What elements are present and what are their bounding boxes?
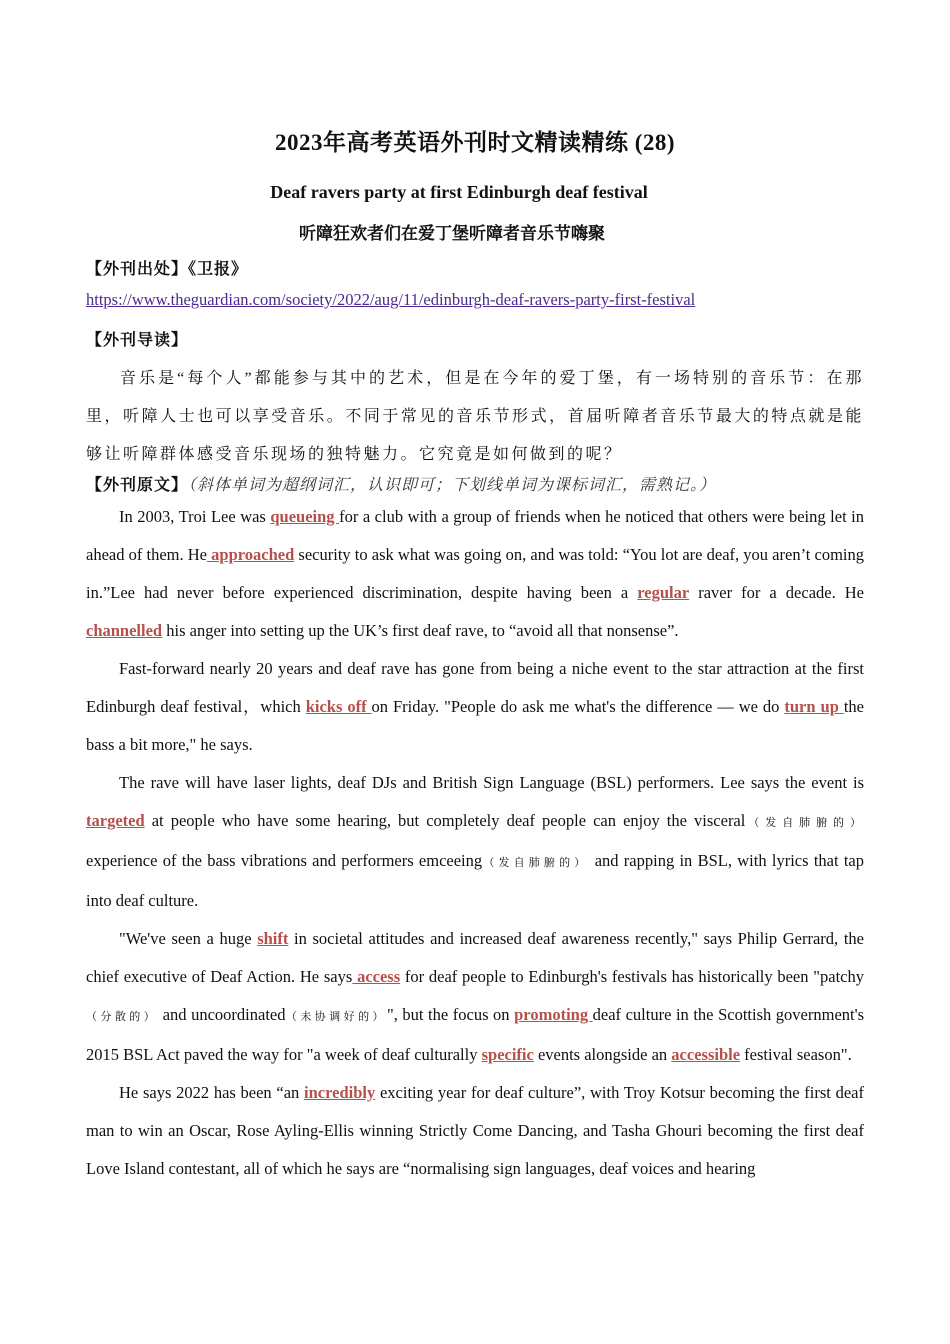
source-link[interactable]: https://www.theguardian.com/society/2022/aug/11/edinburgh-deaf-ravers-party-first-festival: [86, 290, 696, 309]
text: festival season".: [740, 1045, 852, 1064]
vocab-word: kicks off: [305, 697, 372, 716]
paragraph-4: [86, 920, 864, 1074]
original-heading: [86, 472, 716, 495]
text: and rapping in BSL, with lyrics that tap into deaf culture.: [86, 851, 864, 910]
text: for a club with a group of friends when he noticed that others were being let in ahead of them. He: [86, 507, 864, 564]
gloss: （发自肺腑的）: [745, 817, 865, 829]
gloss: （发自肺腑的）: [482, 857, 590, 869]
paragraph-5: [86, 1074, 864, 1188]
text: at people who have some hearing, but completely deaf people can enjoy the visceral: [144, 811, 746, 830]
source-label: 【外刊出处】《卫报》: [86, 261, 249, 278]
vocab-word: access: [352, 967, 401, 986]
paragraph-1: [86, 498, 864, 650]
vocab-word: specific: [481, 1045, 534, 1064]
vocab-word: queueing: [270, 507, 340, 526]
vocab-word: channelled: [86, 621, 163, 640]
vocab-word: incredibly: [304, 1083, 376, 1102]
text: In 2003, Troi Lee was: [119, 507, 271, 526]
text: security to ask what was going on, and was told: “You lot are deaf, you aren’t coming in.”Lee had never before experienced discrimination, despite having been a: [86, 545, 864, 602]
vocab-word: promoting: [514, 1005, 593, 1024]
text: ", but the focus on: [386, 1005, 515, 1024]
text: The rave will have laser lights, deaf DJs and British Sign Language (BSL) performers. Lee says the event is: [119, 773, 864, 792]
vocab-word: regular: [637, 583, 690, 602]
original-label: 【外刊原文】: [86, 477, 189, 494]
text: the bass a bit more," he says.: [86, 697, 865, 754]
text: his anger into setting up the UK’s first deaf rave, to “avoid all that nonsense”.: [162, 621, 679, 640]
text: events alongside an: [533, 1045, 672, 1064]
text: deaf culture in the Scottish government's 2015 BSL Act paved the way for "a week of deaf culturally: [86, 1005, 865, 1064]
guide-text: 音乐是“每个人”都能参与其中的艺术，但是在今年的爱丁堡，有一场特别的音乐节：在那里，听障人士也可以享受音乐。不同于常见的音乐节形式，首届听障者音乐节最大的特点就是能够让听障群体感受音乐现场的独特魅力。它究竟是如何做到的呢？: [86, 370, 864, 463]
vocab-word: turn up: [784, 697, 844, 716]
vocab-word: approached: [207, 545, 295, 564]
text: in societal attitudes and increased deaf awareness recently," says Philip Gerrard, the chief executive of Deaf Action. He says: [86, 929, 864, 986]
vocab-word: accessible: [671, 1045, 741, 1064]
guide-label: 【外刊导读】: [86, 332, 189, 349]
vocab-word: shift: [257, 929, 289, 948]
article-chinese-title: 听障狂欢者们在爱丁堡听障者音乐节嗨聚: [299, 224, 605, 243]
text: He says 2022 has been “an: [119, 1083, 305, 1102]
original-note: （斜体单词为超纲词汇，认识即可；下划线单词为课标词汇，需熟记。）: [188, 477, 717, 494]
text: and uncoordinated: [158, 1005, 286, 1024]
vocab-word: targeted: [86, 811, 145, 830]
article-english-title: Deaf ravers party at first Edinburgh deaf festival: [270, 182, 648, 202]
text: exciting year for deaf culture”, with Troy Kotsur becoming the first deaf man to win an Oscar, Rose Ayling-Ellis winning Strictly Come Dancing, and Tasha Ghouri becoming the first deaf Love Island contestant, all of which he says are “normalising sign languages, deaf voices and hearing: [86, 1083, 864, 1178]
text: on Friday. "People do ask me what's the difference — we do: [371, 697, 785, 716]
article-body: [86, 498, 864, 1188]
paragraph-2: [86, 650, 864, 764]
text: experience of the bass vibrations and performers emceeing: [86, 851, 483, 870]
text: raver for a decade. He: [689, 583, 864, 602]
text: Fast-forward nearly 20 years and deaf rave has gone from being a niche event to the star attraction at the first Edinburgh deaf festival，which: [86, 659, 864, 716]
page-title: 2023年高考英语外刊时文精读精练 (28): [274, 130, 676, 155]
text: for deaf people to Edinburgh's festivals has historically been "patchy: [400, 967, 864, 986]
paragraph-3: [86, 764, 864, 920]
gloss: （分散的）: [86, 1011, 159, 1023]
gloss: （未协调好的）: [285, 1011, 387, 1023]
text: "We've seen a huge: [119, 929, 258, 948]
